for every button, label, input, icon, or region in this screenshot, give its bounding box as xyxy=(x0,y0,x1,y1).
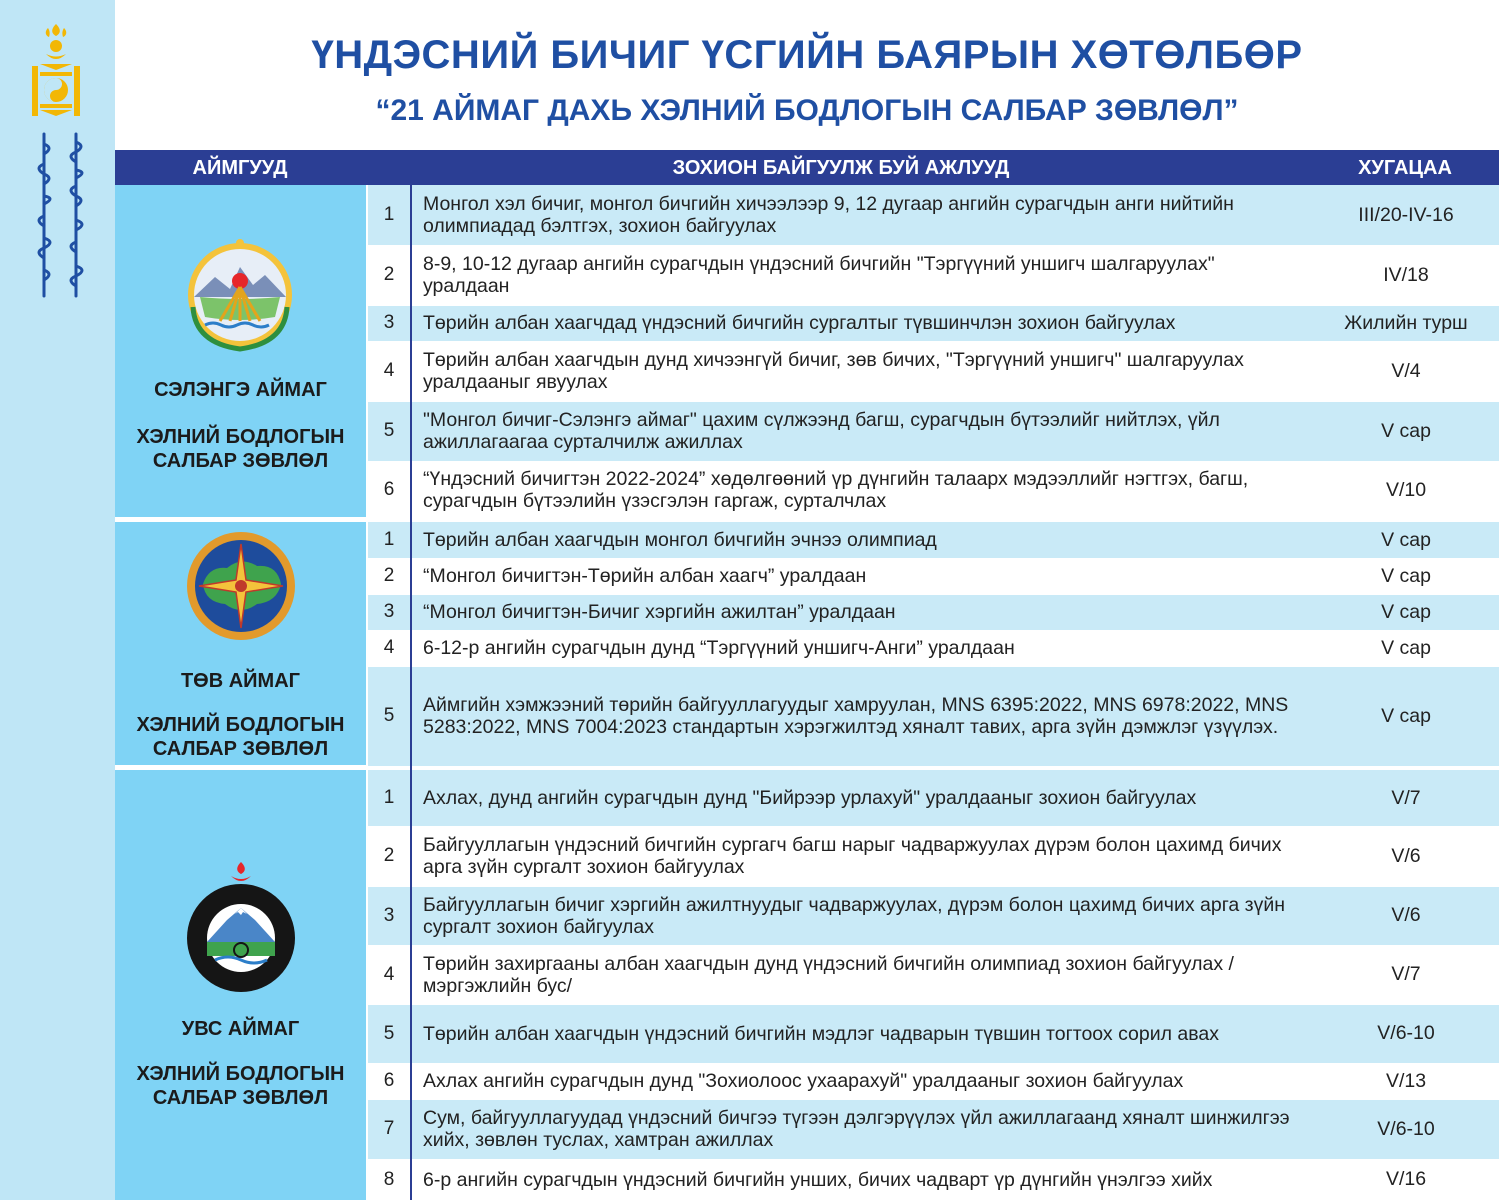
row-activity: Төрийн албан хаагчдад үндэсний бичгийн сургалтыг түвшинчлэн зохион байгуулах xyxy=(423,312,1176,334)
table-row xyxy=(368,461,1499,520)
row-period: V сар xyxy=(1381,528,1431,551)
column-divider xyxy=(410,185,412,1200)
council-line: САЛБАР ЗӨВЛӨЛ xyxy=(152,1087,329,1109)
row-number: 4 xyxy=(383,963,395,985)
activity-table xyxy=(115,185,1499,1200)
row-activity: Аймгийн хэмжээний төрийн байгууллагуудыг хамруулан, MNS 6395:2022, MNS 6978:2022, MNS 5283:2022, MNS 7004:2023 стандартын хэрэгжилтэд хяналт тавих, арга зүйн дэмжлэг үзүүлэх. xyxy=(423,694,1289,738)
row-number: 3 xyxy=(383,312,395,333)
row-period: V/6-10 xyxy=(1377,1022,1435,1044)
row-period: V/6 xyxy=(1391,844,1421,867)
council-name xyxy=(115,1062,366,1110)
table-row xyxy=(368,630,1499,667)
row-activity: Сум, байгууллагуудад үндэсний бичгээ түгээн дэлгэрүүлэх үйл ажиллагаанд хяналт шинжилгээ хийх, зөвлөн туслах, хамтран ажиллах xyxy=(423,1107,1290,1151)
row-period: V/6-10 xyxy=(1377,1117,1435,1140)
province-name: УВС АЙМАГ xyxy=(181,1018,300,1040)
row-number: 4 xyxy=(383,637,395,658)
row-number: 2 xyxy=(383,264,395,285)
row-number: 8 xyxy=(383,1168,395,1190)
row-activity: Төрийн албан хаагчдын үндэсний бичгийн мэдлэг чадварын түвшин тогтоох сорил авах xyxy=(423,1022,1220,1045)
table-row xyxy=(368,770,1499,827)
row-number: 3 xyxy=(383,601,395,622)
row-period: V сар xyxy=(1381,704,1431,727)
row-period: V/6 xyxy=(1391,904,1421,926)
row-period: III/20-IV-16 xyxy=(1358,203,1454,226)
soyombo-icon xyxy=(30,22,82,122)
council-line: ХЭЛНИЙ БОДЛОГЫН xyxy=(136,426,345,448)
province-block-selenge xyxy=(115,185,366,517)
mongolian-script-text xyxy=(18,130,98,300)
council-line: ХЭЛНИЙ БОДЛОГЫН xyxy=(136,714,345,736)
row-period: V сар xyxy=(1381,600,1431,623)
row-activity: "Монгол бичиг-Сэлэнгэ аймаг" цахим сүлжээнд багш, сурагчдын бүтээлийг нийтлэх, үйл ажиллагаагаа сурталчилж ажиллах xyxy=(423,409,1220,453)
row-activity: Төрийн албан хаагчдын монгол бичгийн эчнээ олимпиад xyxy=(423,529,937,551)
row-activity: “Монгол бичигтэн-Төрийн албан хаагч” уралдаан xyxy=(423,565,867,587)
row-period: Жилийн турш xyxy=(1344,311,1468,334)
table-row xyxy=(368,305,1499,342)
row-activity: Ахлах, дунд ангийн сурагчдын дунд "Бийрээр урлахуй" уралдааныг зохион байгуулах xyxy=(423,787,1197,809)
row-period: V сар xyxy=(1381,636,1431,659)
row-activity: “Үндэсний бичигтэн 2022-2024” хөдөлгөөний үр дүнгийн талаарх мэдээллийг нэгтгэх, багш, сурагчдын бүтээлийн үзэсгэлэн гаргаж, сурталчлах xyxy=(423,468,1249,512)
table-row xyxy=(368,826,1499,887)
table-row xyxy=(368,522,1499,559)
table-row xyxy=(368,594,1499,631)
province-block-uvs xyxy=(115,770,366,1200)
row-period: V/7 xyxy=(1391,786,1421,809)
row-activity: “Монгол бичигтэн-Бичиг хэргийн ажилтан” уралдаан xyxy=(423,601,896,623)
row-number: 1 xyxy=(383,787,395,808)
tov-emblem-icon xyxy=(185,530,297,642)
table-row xyxy=(368,245,1499,306)
row-number: 5 xyxy=(383,1022,395,1044)
uvs-emblem-icon xyxy=(185,862,297,992)
table-row xyxy=(368,1004,1499,1064)
row-number: 7 xyxy=(383,1118,395,1139)
row-number: 1 xyxy=(383,529,395,550)
row-period: V сар xyxy=(1381,419,1431,442)
page-title: ҮНДЭСНИЙ БИЧИГ ҮСГИЙН БАЯРЫН ХӨТӨЛБӨР xyxy=(311,33,1303,77)
row-number: 2 xyxy=(383,565,395,586)
row-activity: 6-р ангийн сурагчдын үндэсний бичгийн унших, бичих чадварт үр дүнгийн үнэлгээ хийх xyxy=(423,1168,1213,1191)
column-header-provinces: АЙМГУУД xyxy=(192,157,288,179)
council-line: ХЭЛНИЙ БОДЛОГЫН xyxy=(136,1063,345,1085)
province-name: СЭЛЭНГЭ АЙМАГ xyxy=(154,379,327,401)
row-number: 5 xyxy=(383,420,395,441)
row-period: V сар xyxy=(1381,564,1431,587)
table-row xyxy=(368,1063,1499,1100)
row-activity: Монгол хэл бичиг, монгол бичгийн хичээлээр 9, 12 дугаар ангийн сурагчдын анги нийтийн олимпиадад бэлтгэх, зохион байгуулах xyxy=(423,193,1234,237)
row-period: IV/18 xyxy=(1383,263,1429,286)
row-period: V/7 xyxy=(1391,963,1421,985)
table-row xyxy=(368,558,1499,595)
table-row xyxy=(368,341,1499,402)
row-number: 3 xyxy=(383,904,395,926)
row-activity: Ахлах ангийн сурагчдын дунд "Зохиолоос ухаарахуй" уралдааныг зохион байгуулах xyxy=(423,1070,1184,1092)
row-number: 6 xyxy=(383,1070,395,1091)
table-row xyxy=(368,185,1499,246)
row-activity: 8-9, 10-12 дугаар ангийн сурагчдын үндэсний бичгийн "Тэргүүний уншигч шалгаруулах" уралдаан xyxy=(423,253,1215,297)
province-block-tov xyxy=(115,522,366,765)
row-number: 4 xyxy=(383,360,395,381)
row-number: 1 xyxy=(383,204,395,225)
table-row xyxy=(368,401,1499,462)
table-row xyxy=(368,666,1499,767)
column-header-activities: ЗОХИОН БАЙГУУЛЖ БУЙ АЖЛУУД xyxy=(672,157,1010,179)
council-name xyxy=(115,713,366,761)
row-period: V/4 xyxy=(1391,359,1421,382)
left-sidebar xyxy=(0,0,115,1200)
council-line: САЛБАР ЗӨВЛӨЛ xyxy=(152,738,329,760)
row-activity: Төрийн захиргааны албан хаагчдын дунд үндэсний бичгийн олимпиад зохион байгуулах /мэргэжлийн бус/ xyxy=(423,952,1234,997)
column-header-period: ХУГАЦАА xyxy=(1358,157,1452,179)
row-activity: Төрийн албан хаагчдын дунд хичээнгүй бичиг, зөв бичих, "Тэргүүний уншигч" шалгаруулах уралдааныг явуулах xyxy=(423,349,1244,393)
council-name xyxy=(115,425,366,473)
row-activity: Байгууллагын бичиг хэргийн ажилтнуудыг чадваржуулах, дүрэм болон цахимд бичих арга зүйн сургалт зохион байгуулах xyxy=(423,893,1285,938)
table-row xyxy=(368,1159,1499,1201)
page-subtitle: “21 АЙМАГ ДАХЬ ХЭЛНИЙ БОДЛОГЫН САЛБАР ЗӨВЛӨЛ” xyxy=(375,94,1239,127)
row-activity: Байгууллагын үндэсний бичгийн сургагч багш нарыг чадваржуулах дүрэм болон цахимд бичих арга зүйн сургалт зохион байгуулах xyxy=(423,834,1282,878)
row-number: 5 xyxy=(383,705,395,726)
table-row xyxy=(368,945,1499,1005)
council-line: САЛБАР ЗӨВЛӨЛ xyxy=(152,450,329,472)
row-number: 2 xyxy=(383,845,395,866)
row-period: V/16 xyxy=(1385,1168,1427,1190)
table-row xyxy=(368,886,1499,946)
table-row xyxy=(368,1099,1499,1160)
row-period: V/10 xyxy=(1385,478,1427,501)
row-period: V/13 xyxy=(1385,1069,1427,1092)
selenge-emblem-icon xyxy=(185,237,295,353)
row-activity: 6-12-р ангийн сурагчдын дунд “Тэргүүний уншигч-Анги” уралдаан xyxy=(423,637,1015,659)
table-header xyxy=(115,150,1499,185)
province-name: ТӨВ АЙМАГ xyxy=(180,670,301,692)
row-number: 6 xyxy=(383,479,395,500)
